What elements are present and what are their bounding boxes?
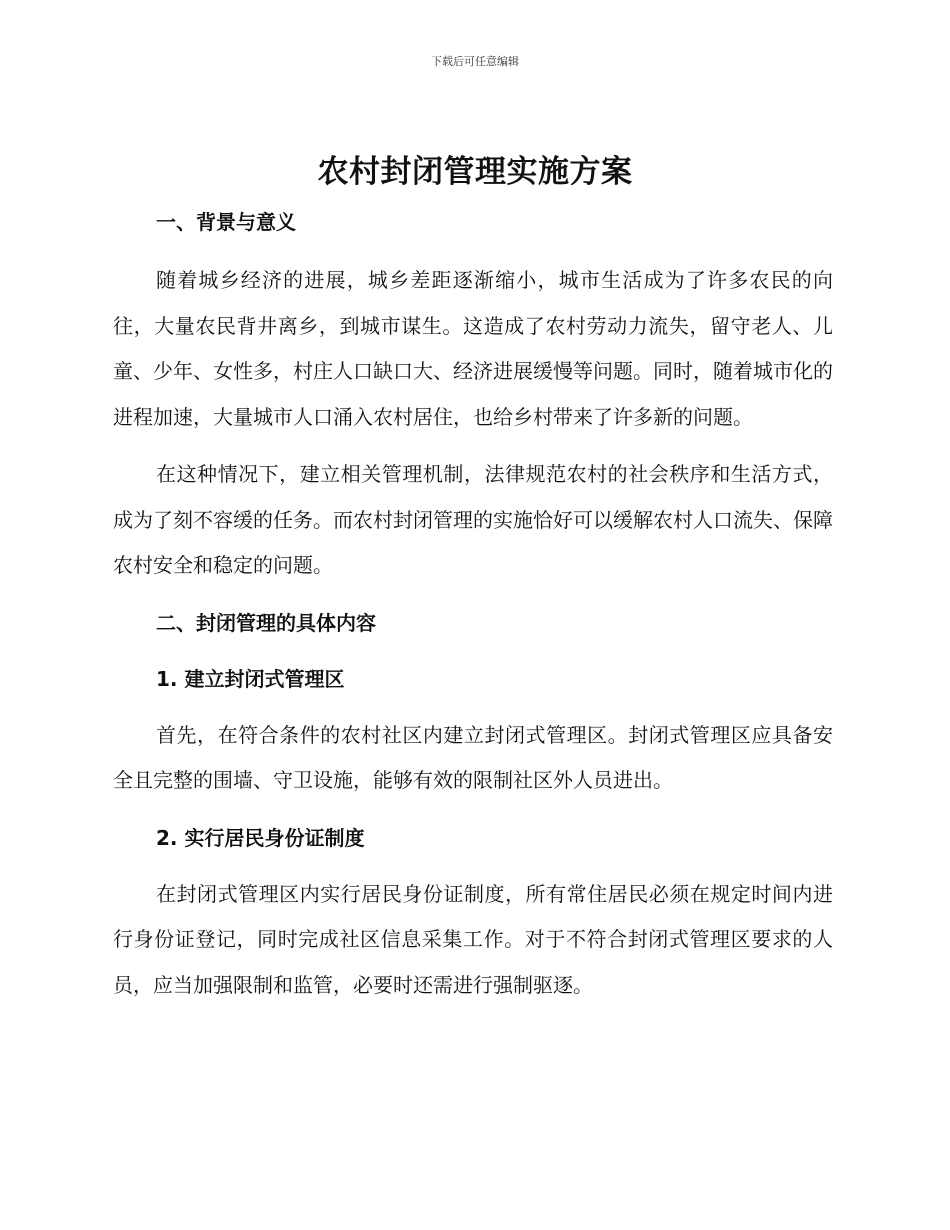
subsection-heading-id-system: 2. 实行居民身份证制度 bbox=[156, 825, 365, 850]
paragraph-id-system: 在封闭式管理区内实行居民身份证制度，所有常住居民必须在规定时间内进行身份证登记，同时完成社区信息采集工作。对于不符合封闭式管理区要求的人员，应当加强限制和监管，必要时还需进行强制驱逐。 bbox=[113, 881, 833, 997]
section-heading-content: 二、封闭管理的具体内容 bbox=[156, 610, 376, 635]
section-heading-background: 一、背景与意义 bbox=[156, 210, 296, 234]
page-header-note: 下载后可任意编辑 bbox=[431, 55, 519, 68]
paragraph-background-1: 随着城乡经济的进展，城乡差距逐渐缩小，城市生活成为了许多农民的向往，大量农民背井离乡，到城市谋生。这造成了农村劳动力流失，留守老人、儿童、少年、女性多，村庄人口缺口大、经济进展缓慢等问题。同时，随着城市化的进程加速，大量城市人口涌入农村居住，也给乡村带来了许多新的问题。 bbox=[113, 268, 833, 429]
document-body bbox=[113, 200, 833, 1008]
paragraph-closed-zone: 首先，在符合条件的农村社区内建立封闭式管理区。封闭式管理区应具备安全且完整的围墙、守卫设施，能够有效的限制社区外人员进出。 bbox=[113, 722, 833, 792]
document-title: 农村封闭管理实施方案 bbox=[317, 154, 633, 190]
paragraph-background-2: 在这种情况下，建立相关管理机制，法律规范农村的社会秩序和生活方式，成为了刻不容缓的任务。而农村封闭管理的实施恰好可以缓解农村人口流失、保障农村安全和稳定的问题。 bbox=[113, 462, 833, 577]
subsection-heading-closed-zone: 1. 建立封闭式管理区 bbox=[156, 666, 345, 691]
